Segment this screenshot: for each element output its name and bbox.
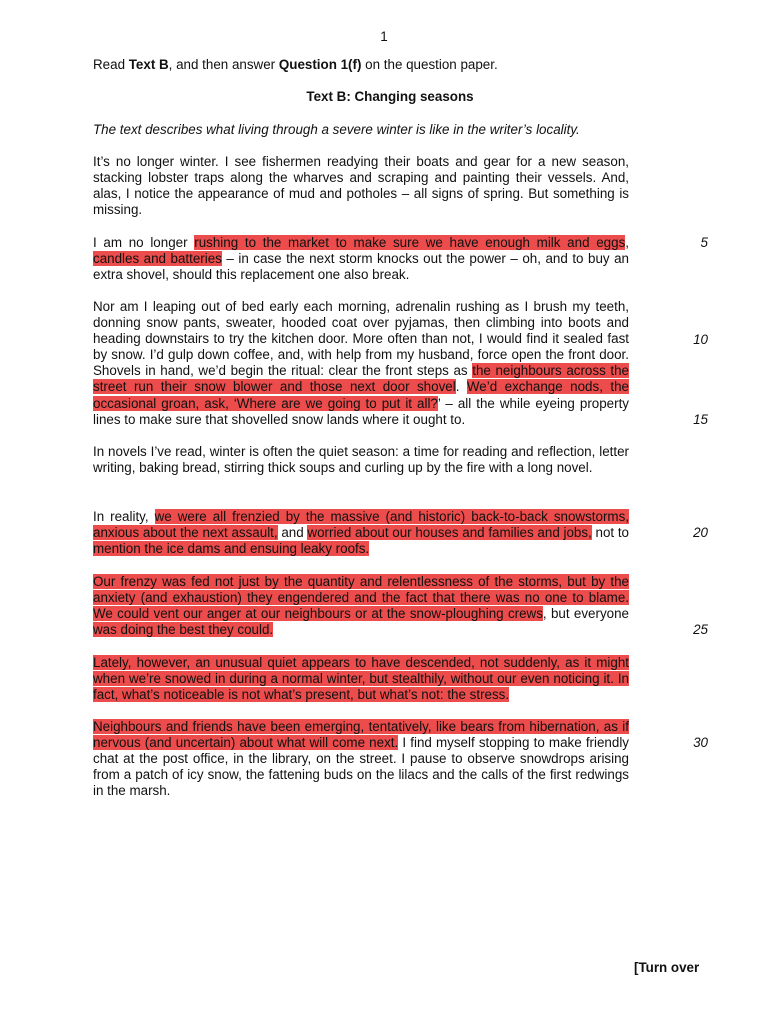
paragraph-8: Neighbours and friends have been emerging, tentatively, like bears from hibernation, as if nervous (and uncertain) about what will come next. I find myself stopping to make friendly chat at the post office, in the library, on the street. I pause to observe snowdrops arising from a patch of icy snow, the fattening buds on the lilacs and the calls of the first redwings in the marsh. [93,719,629,799]
paragraph-7 [93,655,629,703]
paragraph-1: It’s no longer winter. I see fishermen readying their boats and gear for a new season, stacking lobster traps along the wharves and scraping and painting their vessels. And, alas, I notice the appearance of mud and potholes – all signs of spring. But something is missing. [93,154,629,218]
highlight: Lately, however, an unusual quiet appears to have descended, not suddenly, as it might when we’re snowed in during a normal winter, but stealthily, without our even noticing it. In fact, what’s noticeable is not what’s present, but what’s not: the stress. [93,655,629,703]
text-reference: Text B [128,57,169,72]
highlight: Our frenzy was fed not just by the quantity and relentlessness of the storms, but by the anxiety (and exhaustion) they engendered and the fact that there was no one to blame. We could vent our anger at our neighbours or at the snow-ploughing crews [93,574,629,622]
line-number: 25 [693,622,708,637]
paragraph-3: Nor am I leaping out of bed early each morning, adrenalin rushing as I brush my teeth, donning snow pants, sweater, hooded coat over pyjamas, then climbing into boots and heading downstairs to try the kitchen door. More often than not, I would find it sealed fast by snow. I’d gulp down coffee, and, with help from my husband, force open the front door. Shovels in hand, we’d begin the ritual: clear the front steps as the neighbours across the street run their snow blower and those next door shovel. We’d exchange nods, the occasional groan, ask, ‘Where are we going to put it all?’ – all the while eyeing property lines to make sure that shovelled snow lands where it ought to. [93,299,629,427]
line-number: 20 [693,525,708,540]
line-number: 30 [693,735,708,750]
paragraph-6: Our frenzy was fed not just by the quantity and relentlessness of the storms, but by the anxiety (and exhaustion) they engendered and the fact that there was no one to blame. We could vent our anger at our neighbours or at the snow-ploughing crews, but everyone was doing the best they could. [93,574,629,638]
highlight: We’d exchange nods, the occasional groan, ask, ‘Where are we going to put it all? [93,379,629,411]
turn-over-label: [Turn over [634,960,700,975]
highlight: candles and batteries [93,251,222,267]
line-number: 5 [700,235,708,250]
line-number: 10 [693,332,708,347]
highlight: the neighbours across the street run their snow blower and those next door shovel [93,363,629,395]
page-number: 1 [380,29,388,44]
line-number: 15 [693,412,708,427]
text-intro: The text describes what living through a severe winter is like in the writer’s locality. [93,122,580,137]
highlight: Neighbours and friends have been emerging, tentatively, like bears from hibernation, as if nervous (and uncertain) about what will come next. [93,719,629,751]
paragraph-2: I am no longer rushing to the market to make sure we have enough milk and eggs, candles and batteries – in case the next storm knocks out the power – oh, and to buy an extra shovel, should this replacement one also break. [93,235,629,283]
instruction: Read Text B, and then answer Question 1(f) on the question paper. [93,57,498,72]
highlight: mention the ice dams and ensuing leaky roofs. [93,541,370,557]
highlight: was doing the best they could. [93,622,274,638]
question-reference: Question 1(f) [278,57,362,72]
highlight: we were all frenzied by the massive (and historic) back-to-back snowstorms, anxious about the next assault, [93,509,629,541]
highlight: rushing to the market to make sure we have enough milk and eggs [194,235,626,250]
highlight: worried about our houses and families and jobs, [307,525,592,541]
text-title: Text B: Changing seasons [306,89,474,104]
paragraph-4: In novels I’ve read, winter is often the quiet season: a time for reading and reflection, letter writing, baking bread, stirring thick soups and curling up by the fire with a long novel. [93,444,629,476]
paragraph-5: In reality, we were all frenzied by the massive (and historic) back-to-back snowstorms, anxious about the next assault, and worried about our houses and families and jobs, not to mention the ice dams and ensuing leaky roofs. [93,509,630,557]
